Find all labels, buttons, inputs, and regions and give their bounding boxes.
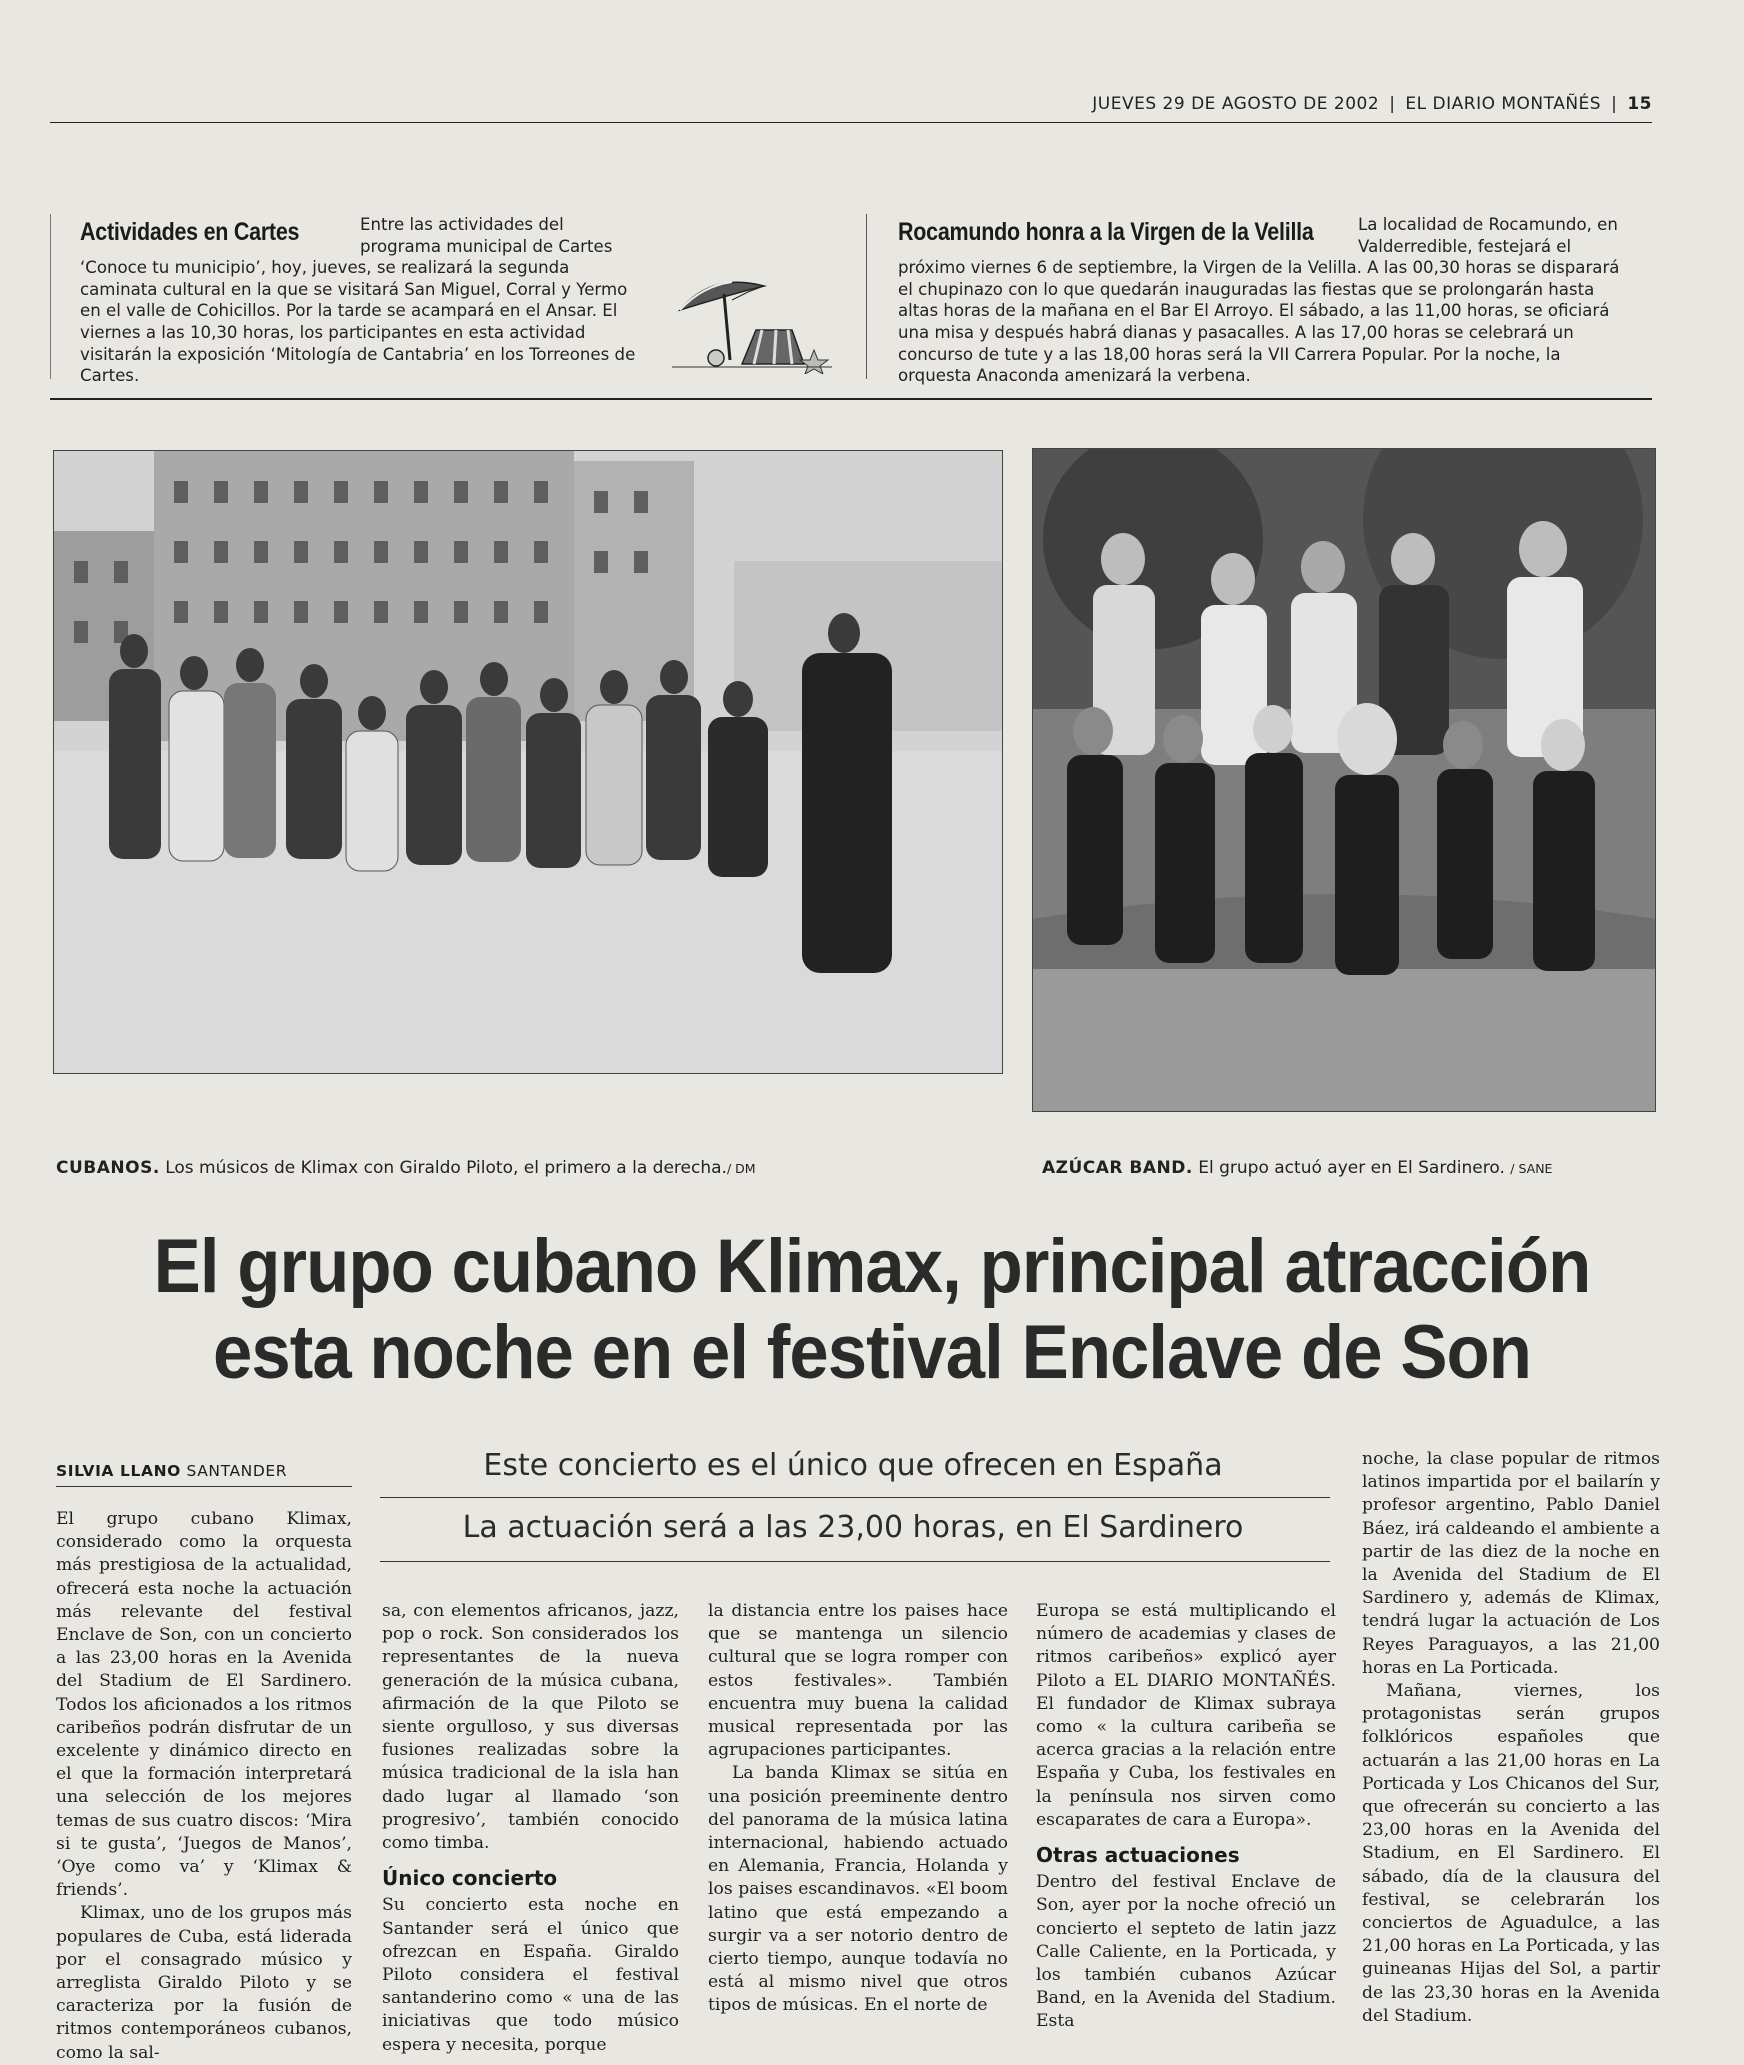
brief-title: Rocamundo honra a la Virgen de la Velilla xyxy=(898,218,1314,246)
caption-text: Los músicos de Klimax con Giraldo Piloto, el primero a la derecha. xyxy=(165,1158,727,1178)
body-paragraph: noche, la clase popular de ritmos latinos impartida por el bailarín y profesor argentino, Pablo Daniel Báez, irá caldeando el ambiente a partir de las diez de la noche en la Avenida del Stadium de El Sardinero y, además de Klimax, tendrá lugar la actuación de Los Reyes Paraguayos, a las 21,00 horas en La Porticada. xyxy=(1362,1449,1660,1678)
column-divider xyxy=(866,214,867,379)
page-header: JUEVES 29 DE AGOSTO DE 2002 | EL DIARIO MONTAÑÉS | 15 xyxy=(1092,94,1652,114)
body-column-1 xyxy=(56,1508,352,2065)
body-paragraph: Mañana, viernes, los protagonistas serán grupos folklóricos españoles que actuarán a las 21,00 horas en La Porticada y Los Chicanos del Sur, que ofrecerán su concierto a las 23,00 horas en la Avenida del Stadium, en El Sardinero. El sábado, día de la clausura del festival, se celebrarán los conciertos de Aguadulce, a las 21,00 horas en La Porticada, y las guineanas Hijas del Sol, a partir de las 23,30 horas en la Avenida del Stadium. xyxy=(1362,1681,1660,2026)
brief-text: Entre las actividades del programa municipal de Cartes ‘Conoce tu municipio’, hoy, jueves, se realizará la segunda caminata cultural en la que se visitará San Miguel, Corral y Yermo en el valle de Cohicillos. Por la tarde se acampará en el Ansar. El viernes a las 10,30 horas, los participantes en esta actividad visitarán la exposición ‘Mitología de Cantabria’ en los Torreones de Cartes. xyxy=(80,215,636,386)
brief-actividades-cartes xyxy=(80,214,645,387)
brief-rocamundo xyxy=(898,214,1638,387)
section-heading: Otras actuaciones xyxy=(1036,1843,1240,1868)
header-rule xyxy=(50,122,1652,123)
body-column-3 xyxy=(708,1600,1008,2018)
body-paragraph: Dentro del festival Enclave de Son, ayer por la noche ofreció un concierto el septeto de latin jazz Calle Caliente, en la Porticada, y los también cubanos Azúcar Band, en la Avenida del Stadium. Esta xyxy=(1036,1872,1336,2032)
photo-caption xyxy=(56,1158,756,1178)
body-paragraph: sa, con elementos africanos, jazz, pop o rock. Son considerados los representantes de la nueva generación de la música cubana, afirmación de la que Piloto se siente orgulloso, y sus diversas fusiones realizadas sobre la música tradicional de la isla han dado lugar al llamado ‘son progresivo’, también conocido como timba. xyxy=(382,1601,679,1854)
body-paragraph: la distancia entre los paises hace que se mantenga un silencio cultural que se logra romper con estos festivales». También encuentra muy buena la calidad musical representada por las agrupaciones participantes. xyxy=(708,1601,1008,1761)
body-column-2 xyxy=(382,1600,679,2057)
byline-place: SANTANDER xyxy=(186,1462,288,1480)
subheadline-2: La actuación será a las 23,00 horas, en El Sardinero xyxy=(462,1510,1244,1545)
newspaper-name: EL DIARIO MONTAÑÉS xyxy=(1405,94,1602,114)
byline-rule xyxy=(56,1486,352,1487)
body-column-5 xyxy=(1362,1448,1660,2028)
article-headline xyxy=(98,1224,1646,1396)
headline-line-2: esta noche en el festival Enclave de Son xyxy=(212,1310,1532,1395)
section-heading: Único concierto xyxy=(382,1866,558,1891)
subhead-rule xyxy=(380,1561,1330,1562)
beach-umbrella-icon xyxy=(672,264,842,374)
brief-text: La localidad de Rocamundo, en Valderredible, festejará el próximo viernes 6 de septiembre, la Virgen de la Velilla. A las 00,30 horas se disparará el chupinazo con lo que quedarán inauguradas las fiestas que se prolongarán hasta altas horas de la mañana en el Bar El Arroyo. El sábado, a las 11,00 horas, se oficiará una misa y después habrá dianas y pasacalles. A las 17,00 horas se celebrará un concurso de tute y a las 18,00 horas será la VII Carrera Popular. Por la noche, la orquesta Anaconda amenizará la verbena. xyxy=(898,215,1620,386)
brief-title: Actividades en Cartes xyxy=(80,218,300,246)
subheadline-1: Este concierto es el único que ofrecen en España xyxy=(483,1448,1223,1483)
body-column-4 xyxy=(1036,1600,1336,2034)
photo-caption xyxy=(1042,1158,1552,1178)
azucar-band-photo xyxy=(1032,448,1656,1112)
body-paragraph: Su concierto esta noche en Santander será el único que ofrezcan en España. Giraldo Piloto considera el festival santanderino como « una de las iniciativas que todo músico espera y necesita, porque xyxy=(382,1895,679,2055)
body-paragraph: El grupo cubano Klimax, considerado como la orquesta más prestigiosa de la actualidad, ofrecerá esta noche la actuación más relevante del festival Enclave de Son, con un concierto a las 23,00 horas en la Avenida del Stadium de El Sardinero. Todos los aficionados a los ritmos caribeños podrán disfrutar de un excelente y dinámico directo en el que la formación interpretará una selección de los mejores temas de sus cuatro discos: ‘Mira si te gusta’, ‘Juegos de Manos’, ‘Oye como va’ y ‘Klimax & friends’. xyxy=(56,1509,352,1901)
issue-date: JUEVES 29 DE AGOSTO DE 2002 xyxy=(1092,94,1380,114)
headline-line-1: El grupo cubano Klimax, principal atracción xyxy=(153,1224,1591,1309)
photo-credit: / DM xyxy=(726,1161,756,1176)
subhead-rule xyxy=(380,1497,1330,1498)
byline xyxy=(56,1462,287,1480)
body-paragraph: La banda Klimax se sitúa en una posición preeminente dentro del panorama de la música latina internacional, habiendo actuado en Alemania, Francia, Holanda y los paises escandinavos. «El boom latino que está empezando a surgir va a ser notorio dentro de cierto tiempo, aunque todavía no está al mismo nivel que otros tipos de músicas. En el norte de xyxy=(708,1763,1008,2016)
body-paragraph: Europa se está multiplicando el número de academias y clases de ritmos caribeños» explicó ayer Piloto a EL DIARIO MONTAÑÉS. El fundador de Klimax subraya como « la cultura caribeña se acerca gracias a la relación entre España y Cuba, los festivales en la península nos sirven como escaparates de cara a Europa». xyxy=(1036,1601,1336,1830)
page-number: 15 xyxy=(1627,94,1652,114)
caption-lead: CUBANOS. xyxy=(56,1158,160,1178)
byline-author: SILVIA LLANO xyxy=(56,1462,181,1480)
photo-credit: / SANE xyxy=(1510,1161,1553,1176)
column-rule xyxy=(50,214,51,379)
caption-text: El grupo actuó ayer en El Sardinero. xyxy=(1198,1158,1505,1178)
caption-lead: AZÚCAR BAND. xyxy=(1042,1158,1193,1178)
body-paragraph: Klimax, uno de los grupos más populares de Cuba, está liderada por el consagrado músico y arreglista Giraldo Piloto y se caracteriza por la fusión de ritmos contemporáneos cubanos, como la sal- xyxy=(56,1903,352,2063)
section-rule xyxy=(50,398,1652,400)
klimax-group-photo xyxy=(53,450,1003,1074)
